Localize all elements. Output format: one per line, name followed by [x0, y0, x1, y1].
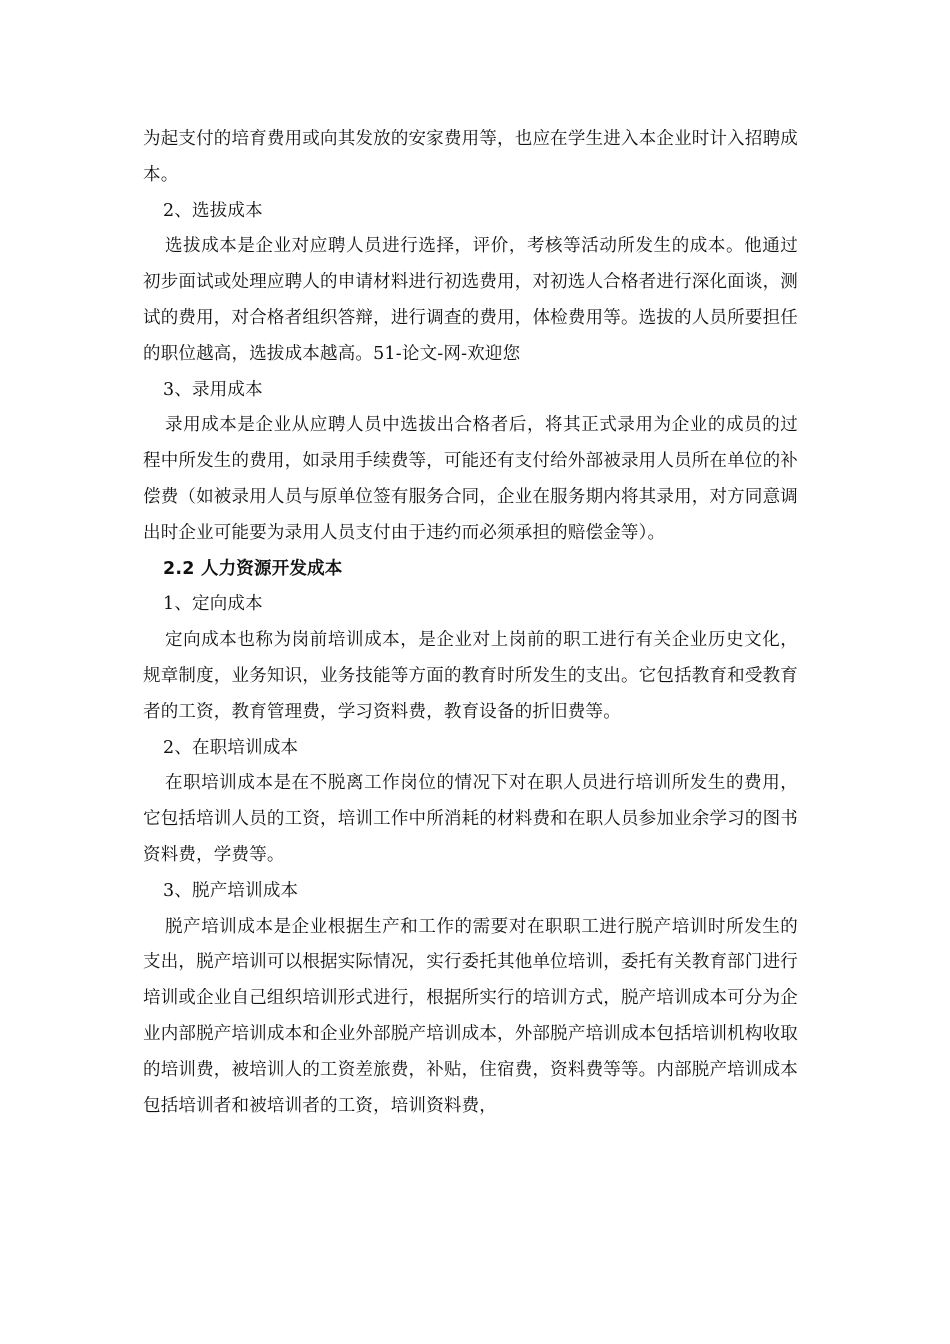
subheading-off-job-training-cost: 3、脱产培训成本: [163, 880, 299, 901]
paragraph-off-job-training-cost: 脱产培训成本是企业根据生产和工作的需要对在职职工进行脱产培训时所发生的支出，脱产培训可以根据实际情况，实行委托其他单位培训，委托有关教育部门进行培训或企业自己组织培训形式进行，根据所实行的培训方式，脱产培训成本可分为企业内部脱产培训成本和企业外部脱产培训成本，外部脱产培训成本包括培训机构收取的培训费，被培训人的工资差旅费，补贴，住宿费，资料费等等。内部脱产培训成本包括培训者和被培训者的工资，培训资料费，: [143, 916, 798, 1116]
subheading-selection-cost: 2、选拔成本: [163, 200, 263, 221]
subheading-hiring-cost: 3、录用成本: [163, 379, 263, 400]
paragraph-on-job-training-cost: 在职培训成本是在不脱离工作岗位的情况下对在职人员进行培训所发生的费用，它包括培训人员的工资，培训工作中所消耗的材料费和在职人员参加业余学习的图书资料费，学费等。: [143, 773, 798, 865]
paragraph-selection-cost: 选拔成本是企业对应聘人员进行选择，评价，考核等活动所发生的成本。他通过初步面试或处理应聘人的申请材料进行初选费用，对初选人合格者进行深化面谈，测试的费用，对合格者组织答辩，进行调查的费用，体检费用等。选拔的人员所要担任的职位越高，选拔成本越高。51-论文-网-欢迎您: [143, 236, 798, 364]
document-body: [143, 122, 798, 1124]
section-heading-hr-development-cost: 2.2 人力资源开发成本: [163, 558, 343, 579]
paragraph-orientation-cost: 定向成本也称为岗前培训成本，是企业对上岗前的职工进行有关企业历史文化，规章制度，业务知识，业务技能等方面的教育时所发生的支出。它包括教育和受教育者的工资，教育管理费，学习资料费，教育设备的折旧费等。: [143, 630, 798, 722]
paragraph-hiring-cost: 录用成本是企业从应聘人员中选拔出合格者后，将其正式录用为企业的成员的过程中所发生的费用，如录用手续费等，可能还有支付给外部被录用人员所在单位的补偿费（如被录用人员与原单位签有服务合同，企业在服务期内将其录用，对方同意调出时企业可能要为录用人员支付由于违约而必须承担的赔偿金等）。: [143, 415, 798, 543]
paragraph-recruitment-cost-continuation: 为起支付的培育费用或向其发放的安家费用等，也应在学生进入本企业时计入招聘成本。: [143, 129, 798, 185]
subheading-orientation-cost: 1、定向成本: [163, 594, 263, 615]
subheading-on-job-training-cost: 2、在职培训成本: [163, 737, 299, 758]
